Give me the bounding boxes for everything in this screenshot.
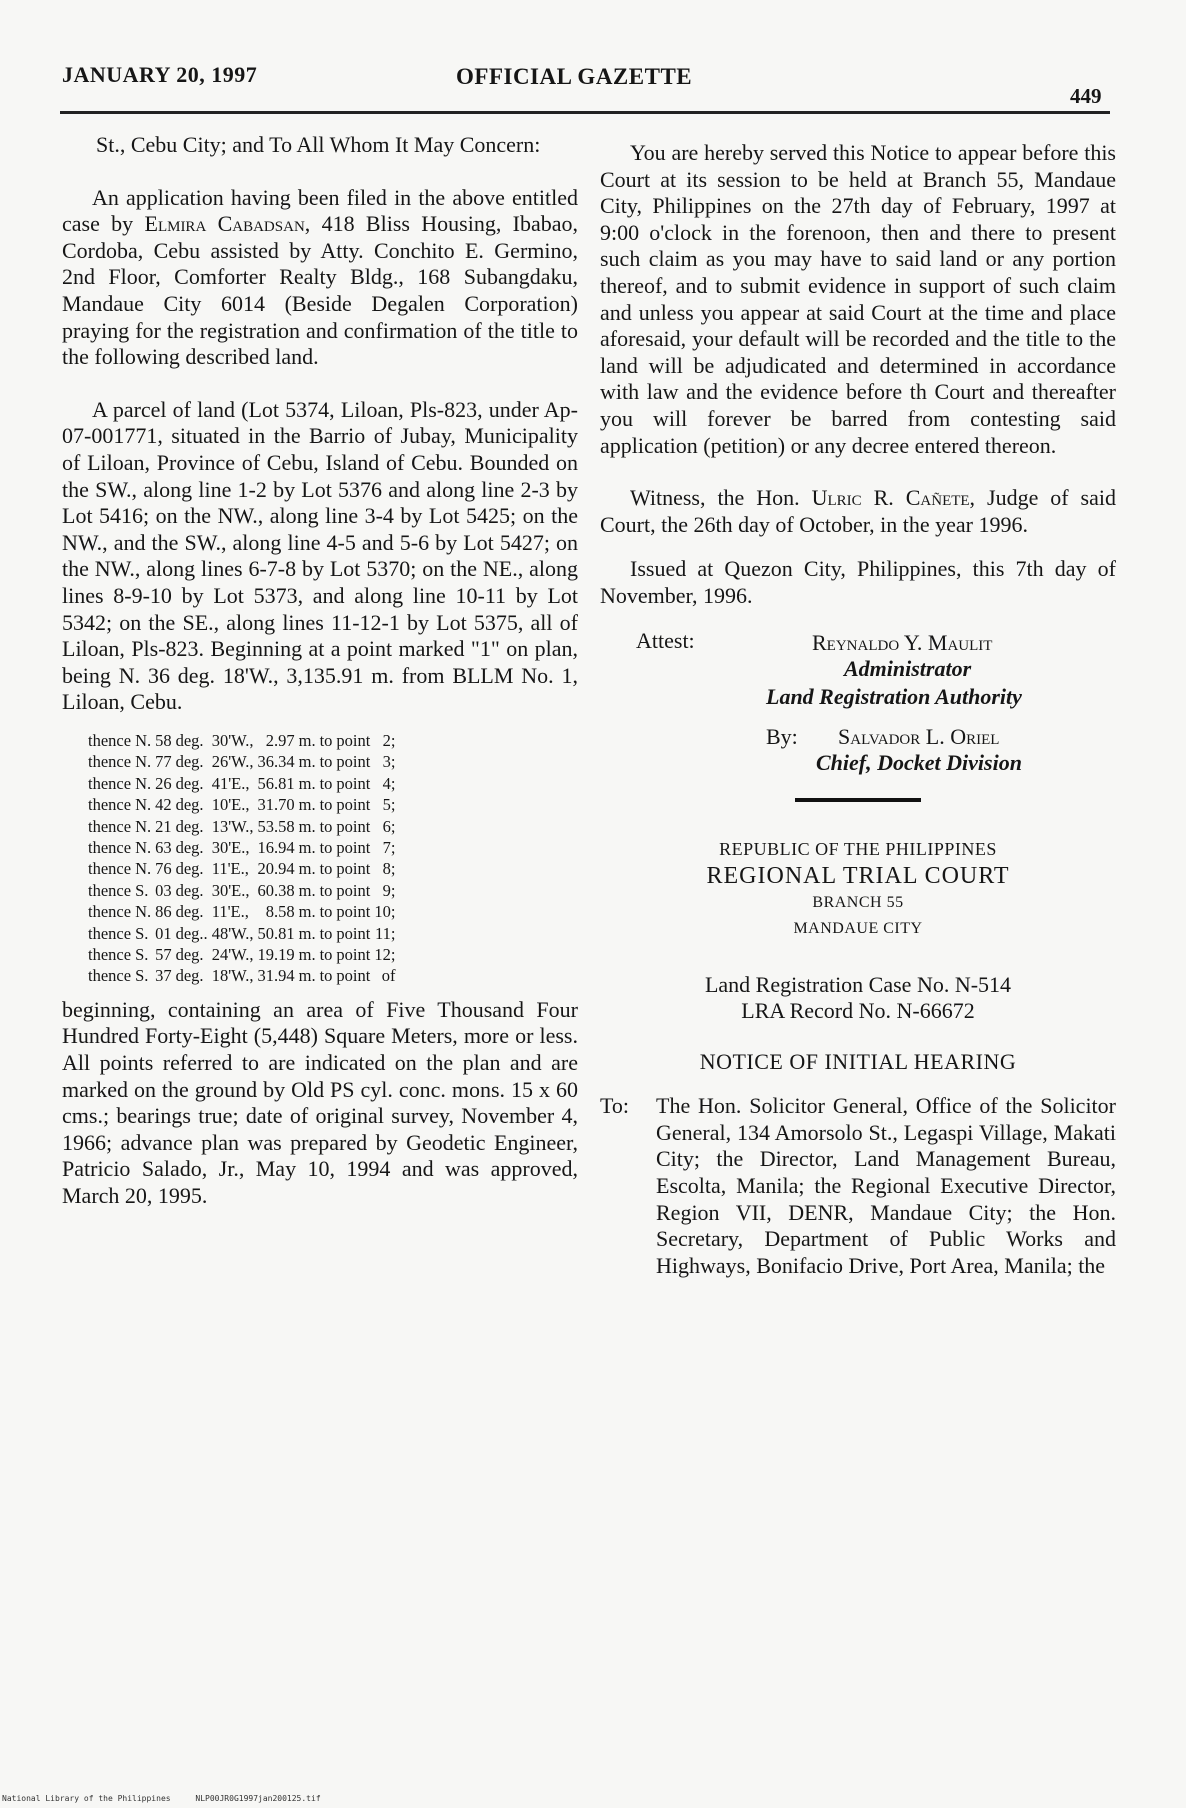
bearing-row (88, 794, 399, 815)
bearing-cell-a: 26 (155, 773, 172, 793)
bearing-cell-w: thence (88, 859, 132, 879)
bearing-cell-w: thence (88, 795, 132, 815)
bearing-cell-to: to (319, 966, 333, 986)
bearing-cell-mu: m. (298, 923, 316, 943)
bearing-row (88, 773, 399, 794)
bearing-cell-to: to (319, 795, 333, 815)
bearing-cell-dist: 50.81 (257, 923, 295, 943)
bearing-cell-d: S. (135, 944, 149, 964)
issued-paragraph: Issued at Quezon City, Philippines, this 7th day of November, 1996. (600, 556, 1116, 608)
bearing-cell-m: 24'W., (211, 944, 254, 964)
branch-heading: BRANCH 55 (812, 893, 904, 911)
bearing-cell-pt: point (336, 773, 371, 793)
opening-salutation: St., Cebu City; and To All Whom It May Concern: (96, 132, 541, 157)
bearing-cell-d: N. (135, 902, 152, 922)
addressees-text: The Hon. Solicitor General, Office of the Solicitor General, 134 Amorsolo St., Legaspi Village, Makati City; the Director, Land Management Bureau, Escolta, Manila; the Regional Executive Director, Region VII, DENR, Mandaue City; the Hon. Secretary, Department of Public Works and Highways, Bonifacio Drive, Port Area, Manila; the (656, 1093, 1116, 1278)
bearing-cell-dist: 8.58 (265, 902, 295, 922)
bearing-cell-u: deg. (175, 880, 204, 900)
addressees-block (600, 1093, 1116, 1279)
bearing-cell-u: deg. (175, 859, 204, 879)
to-label: To: (600, 1093, 630, 1119)
bearing-row (88, 751, 399, 772)
bearing-cell-u: deg. (175, 837, 204, 857)
bearing-cell-n: 3; (382, 752, 396, 772)
applicant-name: Elmira Cabadsan, (144, 211, 311, 237)
bearing-cell-to: to (319, 730, 333, 750)
by-name: Salvador L. Oriel (838, 723, 1000, 749)
judge-name: Ulric R. Cañete, (811, 485, 976, 511)
bearing-cell-dist: 20.94 (257, 859, 295, 879)
bearing-cell-d: N. (135, 816, 152, 836)
bearing-cell-a: 03 (155, 880, 172, 900)
bearing-cell-d: N. (135, 730, 152, 750)
bearing-cell-d: N. (135, 773, 152, 793)
application-text-a: An application having been filed in the above entitled case by (62, 184, 578, 237)
bearing-cell-pt: point (336, 966, 371, 986)
witness-text-a: Witness, the Hon. (630, 485, 812, 511)
case-number: Land Registration Case No. N-514 (704, 971, 1012, 997)
application-paragraph (62, 185, 578, 371)
bearing-cell-dist: 2.97 (265, 730, 295, 750)
bearing-cell-m: 13'W., (211, 816, 254, 836)
notice-paragraph: You are hereby served this Notice to appear before this Court at its session to be held at Branch 55, Mandaue City, Philippines on the 27th day of February, 1997 at 9:00 o'clock in the forenoon, then and there to present such claim as you may have to said land or any portion thereof, and to submit evidence in support of such claim and unless you appear at said Court at the time and place aforesaid, your default will be recorded and the title to the land will be adjudicated and determined in accordance with law and the evidence before th Court and thereafter you will forever be barred from contesting said application (petition) or any decree entered thereon. (600, 140, 1116, 458)
attest-name: Reynaldo Y. Maulit (812, 629, 993, 655)
bearing-cell-n: 5; (382, 795, 396, 815)
bearing-cell-m: 48'W., (211, 923, 254, 943)
bearing-cell-dist: 53.58 (257, 816, 295, 836)
bearing-cell-pt: point (336, 816, 371, 836)
attestation-block (600, 628, 1116, 778)
bearing-cell-dist: 31.70 (257, 795, 295, 815)
court-heading: REGIONAL TRIAL COURT (706, 862, 1010, 889)
bearing-cell-m: 30'E., (211, 880, 250, 900)
bearing-cell-to: to (319, 923, 333, 943)
bearing-cell-a: 42 (155, 795, 172, 815)
header-title: OFFICIAL GAZETTE (456, 64, 693, 89)
bearing-cell-a: 37 (155, 966, 172, 986)
bearing-cell-a: 01 (155, 923, 172, 943)
by-title: Chief, Docket Division (816, 749, 1022, 775)
bearing-cell-dist: 60.38 (257, 880, 295, 900)
bearing-cell-dist: 19.19 (257, 944, 295, 964)
bearing-cell-d: N. (135, 859, 152, 879)
bearing-cell-w: thence (88, 752, 132, 772)
bearing-cell-m: 30'E., (211, 837, 250, 857)
bearing-cell-dist: 56.81 (257, 773, 295, 793)
attest-title: Administrator (844, 655, 972, 681)
scan-footer (2, 1794, 341, 1803)
bearing-cell-n: 7; (382, 837, 396, 857)
application-text-b: 418 Bliss Housing, Ibabao, Cordoba, Cebu assisted by Atty. Conchito E. Germino, 2nd Floor, Comforter Realty Bldg., 168 Subangdaku, Mandaue City 6014 (Beside Degalen Corporation) praying for the registration and confirmation of the title to the following described land. (62, 211, 578, 370)
bearing-cell-u: deg. (175, 773, 204, 793)
notice-title: NOTICE OF INITIAL HEARING (699, 1048, 1017, 1074)
bearing-cell-w: thence (88, 902, 132, 922)
bearing-cell-n: 11; (374, 923, 396, 943)
bearing-cell-u: deg. (175, 902, 204, 922)
lra-record: LRA Record No. N-66672 (741, 998, 975, 1024)
bearing-cell-pt: point (336, 859, 371, 879)
bearing-cell-mu: m. (298, 816, 316, 836)
bearing-cell-mu: m. (298, 795, 316, 815)
bearing-cell-m: 26'W., (211, 752, 254, 772)
bearing-row (88, 730, 399, 751)
bearing-row (88, 923, 399, 944)
bearing-cell-w: thence (88, 966, 132, 986)
bearing-row (88, 880, 399, 901)
bearing-cell-mu: m. (298, 837, 316, 857)
bearing-cell-a: 21 (155, 816, 172, 836)
attest-agency: Land Registration Authority (766, 683, 1022, 709)
bearing-cell-mu: m. (298, 944, 316, 964)
bearing-cell-to: to (319, 773, 333, 793)
bearing-cell-w: thence (88, 837, 132, 857)
bearing-cell-d: S. (135, 966, 149, 986)
parcel-description: A parcel of land (Lot 5374, Liloan, Pls-823, under Ap-07-001771, situated in the Barrio of Jubay, Municipality of Liloan, Province of Cebu, Island of Cebu. Bounded on the SW., along line 1-2 by Lot 5376 and along line 2-3 by Lot 5416; on the NW., along line 3-4 by Lot 5425; on the NW., and the SW., along line 4-5 and 5-6 by Lot 5427; on the NW., along lines 6-7-8 by Lot 5370; on the NE., along lines 8-9-10 by Lot 5373, and along line 10-11 by Lot 5342; on the SE., along lines 11-12-1 by Lot 5375, all of Liloan, Pls-823. Beginning at a point marked "1" on plan, being N. 36 deg. 18'W., 3,135.91 m. from BLLM No. 1, Liloan, Cebu. (62, 396, 578, 715)
bearing-cell-u: deg. (175, 795, 204, 815)
page-number: 449 (1070, 84, 1102, 108)
bearing-cell-mu: m. (298, 880, 316, 900)
bearing-cell-u: deg. (175, 816, 204, 836)
bearing-cell-to: to (319, 944, 333, 964)
bearing-cell-a: 86 (155, 902, 172, 922)
bearing-cell-pt: point (336, 752, 371, 772)
bearing-cell-d: S. (135, 880, 149, 900)
header-rule (60, 111, 1110, 114)
bearing-cell-mu: m. (298, 902, 316, 922)
bearing-cell-n: 4; (382, 773, 396, 793)
bearing-cell-to: to (319, 837, 333, 857)
bearing-cell-n: 2; (382, 730, 396, 750)
bearing-cell-dist: 36.34 (257, 752, 295, 772)
bearing-cell-n: of (381, 966, 396, 986)
bearing-row (88, 837, 399, 858)
header-date: JANUARY 20, 1997 (62, 62, 258, 87)
witness-text-b: Judge of said Court, the 26th day of October, in the year 1996. (600, 485, 1116, 537)
bearing-cell-a: 58 (155, 730, 172, 750)
republic-heading: REPUBLIC OF THE PHILIPPINES (719, 838, 997, 859)
bearing-cell-to: to (319, 902, 333, 922)
bearing-cell-n: 10; (374, 902, 396, 922)
bearing-cell-d: N. (135, 837, 152, 857)
bearing-cell-pt: point (336, 880, 371, 900)
bearing-cell-d: N. (135, 795, 152, 815)
bearing-cell-u: deg. (175, 752, 204, 772)
bearing-cell-d: N. (135, 752, 152, 772)
bearing-row (88, 816, 399, 837)
bearing-row (88, 965, 399, 986)
section-divider (795, 798, 921, 802)
bearing-cell-mu: m. (298, 966, 316, 986)
witness-paragraph (600, 485, 1116, 538)
bearing-cell-mu: m. (298, 859, 316, 879)
bearing-cell-a: 76 (155, 859, 172, 879)
footer-library: National Library of the Philippines (2, 1794, 171, 1803)
area-paragraph: beginning, containing an area of Five Thousand Four Hundred Forty-Eight (5,448) Square Meters, more or less. All points referred to are indicated on the plan and are marked on the ground by Old PS cyl. conc. mons. 15 x 60 cms.; bearings true; date of original survey, November 4, 1966; advance plan was prepared by Geodetic Engineer, Patricio Salado, Jr., May 10, 1994 and was approved, March 20, 1995. (62, 996, 578, 1208)
footer-file: NLP00JR0G1997jan200125.tif (195, 1794, 321, 1803)
city-heading: MANDAUE CITY (793, 919, 923, 937)
bearing-cell-a: 57 (155, 944, 172, 964)
bearing-cell-pt: point (336, 795, 371, 815)
bearing-cell-d: S. (135, 923, 149, 943)
bearing-cell-dist: 16.94 (257, 837, 295, 857)
bearing-cell-m: 11'E., (211, 859, 249, 879)
bearing-cell-w: thence (88, 773, 132, 793)
bearing-cell-mu: m. (298, 730, 316, 750)
bearing-cell-n: 6; (382, 816, 396, 836)
bearing-cell-pt: point (336, 730, 371, 750)
bearing-cell-m: 18'W., (211, 966, 254, 986)
bearing-cell-n: 9; (382, 880, 396, 900)
bearing-cell-u: deg. (175, 966, 204, 986)
bearing-cell-mu: m. (298, 773, 316, 793)
bearing-cell-to: to (319, 880, 333, 900)
bearing-cell-w: thence (88, 944, 132, 964)
bearing-cell-pt: point (336, 944, 371, 964)
bearing-cell-pt: point (336, 837, 371, 857)
bearing-cell-to: to (319, 859, 333, 879)
bearing-cell-mu: m. (298, 752, 316, 772)
bearing-cell-n: 12; (374, 944, 396, 964)
bearing-cell-w: thence (88, 816, 132, 836)
bearing-cell-to: to (319, 816, 333, 836)
bearing-cell-w: thence (88, 730, 132, 750)
bearing-cell-to: to (319, 752, 333, 772)
bearing-cell-w: thence (88, 880, 132, 900)
bearing-cell-a: 77 (155, 752, 172, 772)
bearing-cell-m: 10'E., (211, 795, 250, 815)
bearing-cell-n: 8; (382, 859, 396, 879)
bearings-table (88, 730, 399, 987)
bearing-cell-m: 30'W., (211, 730, 254, 750)
bearing-cell-u: deg. (175, 730, 204, 750)
bearing-cell-u: deg. (175, 944, 204, 964)
bearing-cell-w: thence (88, 923, 132, 943)
bearing-cell-m: 11'E., (211, 902, 249, 922)
attest-label: Attest: (636, 627, 695, 653)
bearing-row (88, 901, 399, 922)
bearing-cell-pt: point (336, 923, 371, 943)
bearing-row (88, 858, 399, 879)
right-column (600, 140, 1116, 1279)
bearing-cell-dist: 31.94 (257, 966, 295, 986)
left-column (62, 132, 578, 1210)
bearing-cell-m: 41'E., (211, 773, 250, 793)
bearing-cell-a: 63 (155, 837, 172, 857)
by-label: By: (766, 723, 798, 749)
bearing-cell-u: deg.. (175, 923, 208, 943)
bearing-cell-pt: point (336, 902, 371, 922)
bearing-row (88, 944, 399, 965)
